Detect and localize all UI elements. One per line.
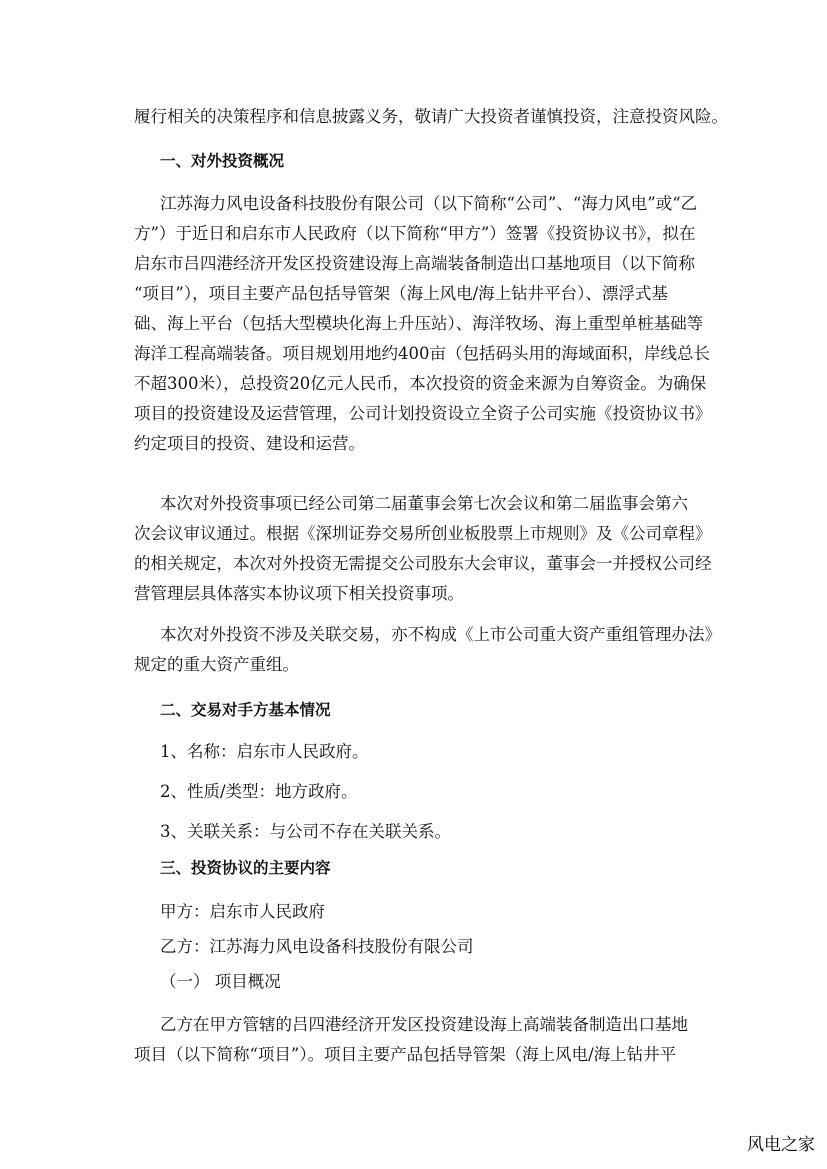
s1-p2-line: 次会议审议通过。根据《深圳证券交易所创业板股票上市规则》及《公司章程》 — [134, 524, 712, 543]
section2-heading: 二、交易对手方基本情况 — [160, 701, 331, 719]
s1-p2-line: 的相关规定，本次对外投资无需提交公司股东大会审议，董事会一并授权公司经 — [134, 554, 712, 573]
s3-para-line: 项目（以下简称“项目”）。项目主要产品包括导管架（海上风电/海上钻井平 — [134, 1045, 677, 1064]
s1-p1-line: 项目的投资建设及运营管理，公司计划投资设立全资子公司实施《投资协议书》 — [134, 404, 712, 423]
s1-p1-line: 启东市吕四港经济开发区投资建设海上高端装备制造出口基地项目（以下简称 — [134, 254, 695, 273]
s1-p1-line: 础、海上平台（包括大型模块化海上升压站）、海洋牧场、海上重型单桩基础等 — [134, 314, 704, 333]
s1-p2-line: 本次对外投资事项已经公司第二届董事会第七次会议和第二届监事会第六 — [160, 494, 688, 513]
s1-p2-line: 营管理层具体落实本协议项下相关投资事项。 — [134, 584, 464, 603]
s1-p1-line: 不超300米），总投资20亿元人民币，本次投资的资金来源为自筹资金。为确保 — [134, 374, 707, 393]
s1-p1-line: 江苏海力风电设备科技股份有限公司（以下简称“公司”、“海力风电”或“乙 — [160, 194, 698, 213]
s1-p1-line: “项目”），项目主要产品包括导管架（海上风电/海上钻井平台）、漂浮式基 — [134, 284, 668, 303]
s1-p1-line: 约定项目的投资、建设和运营。 — [134, 434, 365, 453]
s1-p3-line: 规定的重大资产重组。 — [134, 655, 299, 674]
s3-sub1-heading: （一） 项目概况 — [160, 972, 281, 991]
party-a: 甲方：启东市人民政府 — [160, 902, 325, 921]
section3-heading: 三、投资协议的主要内容 — [160, 859, 331, 877]
s1-p1-line: 海洋工程高端装备。项目规划用地约400亩（包括码头用的海域面积，岸线总长 — [134, 344, 710, 363]
intro-line: 履行相关的决策程序和信息披露义务，敬请广大投资者谨慎投资，注意投资风险。 — [134, 107, 728, 126]
watermark: 风电之家 — [747, 1135, 815, 1155]
s2-item: 1、名称：启东市人民政府。 — [160, 742, 369, 761]
s1-p1-line: 方”）于近日和启东市人民政府（以下简称“甲方”）签署《投资协议书》，拟在 — [134, 224, 696, 243]
party-b: 乙方：江苏海力风电设备科技股份有限公司 — [160, 937, 474, 956]
section1-heading: 一、对外投资概况 — [160, 152, 285, 170]
s3-para-line: 乙方在甲方管辖的吕四港经济开发区投资建设海上高端装备制造出口基地 — [160, 1015, 688, 1034]
s1-p3-line: 本次对外投资不涉及关联交易，亦不构成《上市公司重大资产重组管理办法》 — [160, 625, 721, 644]
s2-item: 3、关联关系：与公司不存在关联关系。 — [160, 822, 451, 841]
s2-item: 2、性质/类型：地方政府。 — [160, 782, 358, 801]
